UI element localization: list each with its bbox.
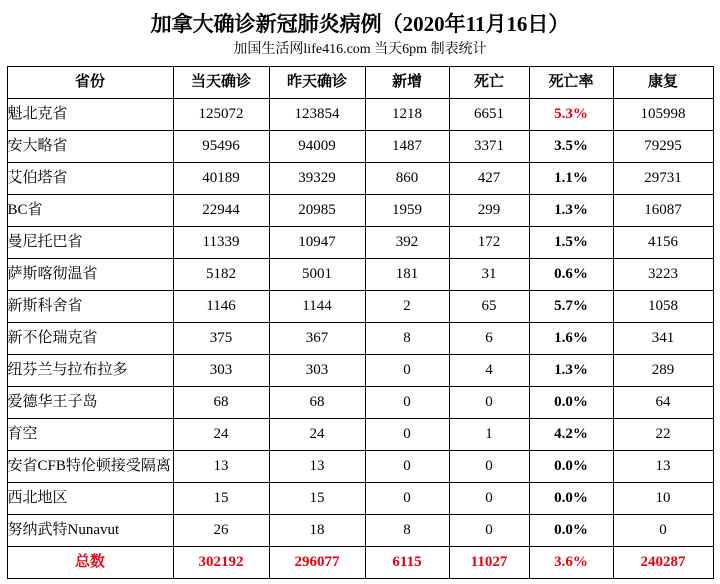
cell-province: BC省 <box>7 195 173 227</box>
cell-death-rate: 1.1% <box>529 163 613 195</box>
cell-deaths: 3371 <box>449 131 529 163</box>
column-header-new: 新增 <box>365 67 449 99</box>
cell-yesterday-confirmed: 123854 <box>269 99 365 131</box>
cell-recovered: 79295 <box>613 131 713 163</box>
table-row <box>7 355 713 387</box>
cell-total-label: 总数 <box>7 547 173 579</box>
table-row <box>7 227 713 259</box>
cell-deaths: 0 <box>449 387 529 419</box>
cell-death-rate: 4.2% <box>529 419 613 451</box>
cell-province: 努纳武特Nunavut <box>7 515 173 547</box>
table-row <box>7 195 713 227</box>
cell-province: 安省CFB特伦顿接受隔离 <box>7 451 173 483</box>
cell-recovered: 64 <box>613 387 713 419</box>
cell-province: 纽芬兰与拉布拉多 <box>7 355 173 387</box>
table-row <box>7 323 713 355</box>
cell-death-rate: 1.3% <box>529 355 613 387</box>
page-title: 加拿大确诊新冠肺炎病例（2020年11月16日） <box>150 12 570 36</box>
cell-province: 新斯科舍省 <box>7 291 173 323</box>
cell-yesterday-confirmed: 5001 <box>269 259 365 291</box>
column-header-recovered: 康复 <box>613 67 713 99</box>
cell-province: 魁北克省 <box>7 99 173 131</box>
table-total-row <box>7 547 713 579</box>
cell-yesterday-confirmed: 20985 <box>269 195 365 227</box>
column-header-deaths: 死亡 <box>449 67 529 99</box>
cell-deaths: 0 <box>449 483 529 515</box>
table-row <box>7 259 713 291</box>
cell-total-deaths: 11027 <box>449 547 529 579</box>
cell-recovered: 289 <box>613 355 713 387</box>
cell-death-rate: 0.6% <box>529 259 613 291</box>
cell-death-rate: 0.0% <box>529 515 613 547</box>
cell-today-confirmed: 11339 <box>173 227 269 259</box>
cell-today-confirmed: 22944 <box>173 195 269 227</box>
cell-recovered: 1058 <box>613 291 713 323</box>
cell-today-confirmed: 24 <box>173 419 269 451</box>
cell-death-rate: 5.7% <box>529 291 613 323</box>
cell-province: 安大略省 <box>7 131 173 163</box>
cell-new: 0 <box>365 451 449 483</box>
column-header-province: 省份 <box>7 67 173 99</box>
cell-new: 0 <box>365 355 449 387</box>
cell-new: 8 <box>365 323 449 355</box>
cell-deaths: 0 <box>449 451 529 483</box>
table-row <box>7 131 713 163</box>
cell-yesterday-confirmed: 94009 <box>269 131 365 163</box>
cell-recovered: 3223 <box>613 259 713 291</box>
cell-new: 0 <box>365 483 449 515</box>
cell-deaths: 172 <box>449 227 529 259</box>
cell-deaths: 1 <box>449 419 529 451</box>
cell-deaths: 65 <box>449 291 529 323</box>
cell-new: 2 <box>365 291 449 323</box>
cell-yesterday-confirmed: 10947 <box>269 227 365 259</box>
cell-province: 爱德华王子岛 <box>7 387 173 419</box>
table-header-row <box>7 67 713 99</box>
cell-death-rate: 3.5% <box>529 131 613 163</box>
cell-death-rate: 1.3% <box>529 195 613 227</box>
cell-deaths: 31 <box>449 259 529 291</box>
table-row <box>7 99 713 131</box>
column-header-today-confirmed: 当天确诊 <box>173 67 269 99</box>
cell-today-confirmed: 303 <box>173 355 269 387</box>
cell-yesterday-confirmed: 13 <box>269 451 365 483</box>
cell-today-confirmed: 15 <box>173 483 269 515</box>
cell-recovered: 29731 <box>613 163 713 195</box>
cell-total-death-rate: 3.6% <box>529 547 613 579</box>
cell-yesterday-confirmed: 367 <box>269 323 365 355</box>
cell-yesterday-confirmed: 39329 <box>269 163 365 195</box>
cell-recovered: 105998 <box>613 99 713 131</box>
cell-yesterday-confirmed: 24 <box>269 419 365 451</box>
column-header-yesterday-confirmed: 昨天确诊 <box>269 67 365 99</box>
cell-recovered: 10 <box>613 483 713 515</box>
cell-today-confirmed: 1146 <box>173 291 269 323</box>
cell-deaths: 299 <box>449 195 529 227</box>
table-row <box>7 483 713 515</box>
table-row <box>7 291 713 323</box>
cell-recovered: 16087 <box>613 195 713 227</box>
cell-deaths: 6 <box>449 323 529 355</box>
cell-yesterday-confirmed: 18 <box>269 515 365 547</box>
cell-deaths: 4 <box>449 355 529 387</box>
cell-new: 0 <box>365 419 449 451</box>
cell-province: 西北地区 <box>7 483 173 515</box>
cell-deaths: 6651 <box>449 99 529 131</box>
table-row <box>7 163 713 195</box>
cell-province: 萨斯喀彻温省 <box>7 259 173 291</box>
column-header-death-rate: 死亡率 <box>529 67 613 99</box>
cell-recovered: 4156 <box>613 227 713 259</box>
cell-new: 8 <box>365 515 449 547</box>
cell-new: 392 <box>365 227 449 259</box>
cell-today-confirmed: 68 <box>173 387 269 419</box>
cell-province: 艾伯塔省 <box>7 163 173 195</box>
cell-total-yesterday-confirmed: 296077 <box>269 547 365 579</box>
cell-death-rate: 0.0% <box>529 451 613 483</box>
cell-new: 1487 <box>365 131 449 163</box>
cell-new: 181 <box>365 259 449 291</box>
cell-yesterday-confirmed: 1144 <box>269 291 365 323</box>
cell-new: 860 <box>365 163 449 195</box>
cell-yesterday-confirmed: 15 <box>269 483 365 515</box>
cell-recovered: 13 <box>613 451 713 483</box>
cell-province: 育空 <box>7 419 173 451</box>
cell-new: 1959 <box>365 195 449 227</box>
cell-recovered: 0 <box>613 515 713 547</box>
cell-recovered: 22 <box>613 419 713 451</box>
cell-total-today-confirmed: 302192 <box>173 547 269 579</box>
cell-today-confirmed: 375 <box>173 323 269 355</box>
cell-total-new: 6115 <box>365 547 449 579</box>
table-body <box>7 99 713 579</box>
cell-yesterday-confirmed: 303 <box>269 355 365 387</box>
cell-yesterday-confirmed: 68 <box>269 387 365 419</box>
cell-death-rate: 1.6% <box>529 323 613 355</box>
cell-deaths: 427 <box>449 163 529 195</box>
cell-today-confirmed: 5182 <box>173 259 269 291</box>
cell-today-confirmed: 40189 <box>173 163 269 195</box>
cell-today-confirmed: 125072 <box>173 99 269 131</box>
table-row <box>7 451 713 483</box>
cell-total-recovered: 240287 <box>613 547 713 579</box>
table-row <box>7 419 713 451</box>
cell-death-rate: 1.5% <box>529 227 613 259</box>
page-subtitle: 加国生活网life416.com 当天6pm 制表统计 <box>233 42 487 57</box>
cell-new: 0 <box>365 387 449 419</box>
cell-today-confirmed: 13 <box>173 451 269 483</box>
table-row <box>7 387 713 419</box>
cell-death-rate: 0.0% <box>529 483 613 515</box>
cell-death-rate: 0.0% <box>529 387 613 419</box>
covid-cases-table <box>7 66 714 579</box>
cell-province: 新不伦瑞克省 <box>7 323 173 355</box>
table-row <box>7 515 713 547</box>
cell-deaths: 0 <box>449 515 529 547</box>
cell-new: 1218 <box>365 99 449 131</box>
cell-death-rate: 5.3% <box>529 99 613 131</box>
cell-today-confirmed: 26 <box>173 515 269 547</box>
cell-province: 曼尼托巴省 <box>7 227 173 259</box>
cell-today-confirmed: 95496 <box>173 131 269 163</box>
table-header <box>7 67 713 99</box>
cell-recovered: 341 <box>613 323 713 355</box>
